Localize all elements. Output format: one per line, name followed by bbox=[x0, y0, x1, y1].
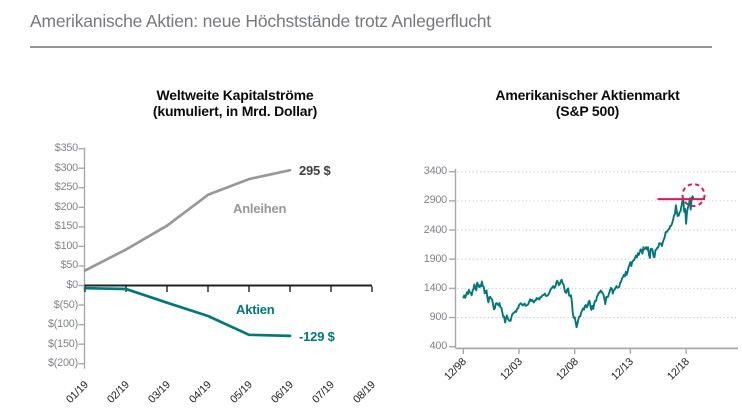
right-chart-x-tick-label: 12/98 bbox=[442, 355, 470, 383]
left-chart-x-tick-label: 05/19 bbox=[227, 378, 255, 406]
left-chart-y-tick-label: $(200) bbox=[47, 357, 78, 370]
left-chart-x-tick-label: 06/19 bbox=[268, 378, 296, 406]
bonds-line bbox=[85, 170, 290, 270]
stocks-end-value-label: -129 $ bbox=[299, 329, 335, 344]
right-chart-subtitle: (S&P 500) bbox=[555, 102, 620, 119]
left-chart-y-tick-label: $(150) bbox=[47, 337, 78, 350]
left-chart-subtitle: (kumuliert, in Mrd. Dollar) bbox=[152, 102, 318, 119]
right-chart-y-tick-label: 3400 bbox=[423, 165, 447, 178]
right-chart-x-tick-label: 12/18 bbox=[665, 355, 692, 383]
right-chart-y-tick-label: 1900 bbox=[423, 252, 447, 265]
left-chart-x-tick-label: 01/19 bbox=[63, 378, 91, 406]
left-chart-y-tick-label: $(100) bbox=[47, 318, 78, 331]
left-chart-x-tick-label: 03/19 bbox=[145, 378, 173, 406]
left-chart-y-tick-label: $300 bbox=[54, 161, 78, 174]
right-chart-title: Amerikanischer Aktienmarkt bbox=[495, 87, 680, 103]
bonds-series-label: Anleihen bbox=[233, 201, 287, 216]
left-chart-y-tick-label: $(50) bbox=[53, 298, 78, 311]
right-chart-x-tick-label: 12/08 bbox=[553, 355, 581, 383]
right-chart-y-tick-label: 400 bbox=[429, 340, 447, 353]
left-chart-y-tick-label: $0 bbox=[66, 279, 78, 291]
left-chart-x-tick-label: 07/19 bbox=[309, 378, 337, 406]
right-chart-y-tick-label: 2400 bbox=[423, 223, 447, 236]
page-title: Amerikanische Aktien: neue Höchststände trotz Anlegerflucht bbox=[30, 11, 491, 31]
left-chart-y-tick-label: $150 bbox=[54, 220, 78, 233]
right-chart-x-tick-label: 12/03 bbox=[497, 355, 525, 383]
record-high-dashed-circle bbox=[683, 184, 705, 206]
left-chart-x-tick-label: 02/19 bbox=[104, 378, 132, 406]
left-chart-y-tick-label: $250 bbox=[54, 181, 78, 194]
left-chart-x-tick-label: 04/19 bbox=[186, 378, 214, 406]
right-chart-y-tick-label: 2900 bbox=[423, 194, 447, 207]
bonds-end-value-label: 295 $ bbox=[299, 163, 331, 178]
left-chart-y-tick-label: $350 bbox=[54, 142, 78, 155]
sp500-line bbox=[463, 196, 693, 327]
left-chart-y-tick-label: $100 bbox=[54, 239, 78, 252]
left-chart-y-tick-label: $200 bbox=[54, 200, 78, 213]
right-chart-y-tick-label: 1400 bbox=[423, 281, 447, 294]
left-chart-x-tick-label: 08/19 bbox=[350, 378, 378, 406]
stocks-series-label: Aktien bbox=[236, 302, 275, 317]
left-chart-title: Weltweite Kapitalströme bbox=[156, 87, 314, 103]
right-chart-x-tick-label: 12/13 bbox=[609, 355, 637, 383]
right-chart-y-tick-label: 900 bbox=[429, 311, 447, 324]
left-chart-y-tick-label: $50 bbox=[60, 259, 78, 272]
